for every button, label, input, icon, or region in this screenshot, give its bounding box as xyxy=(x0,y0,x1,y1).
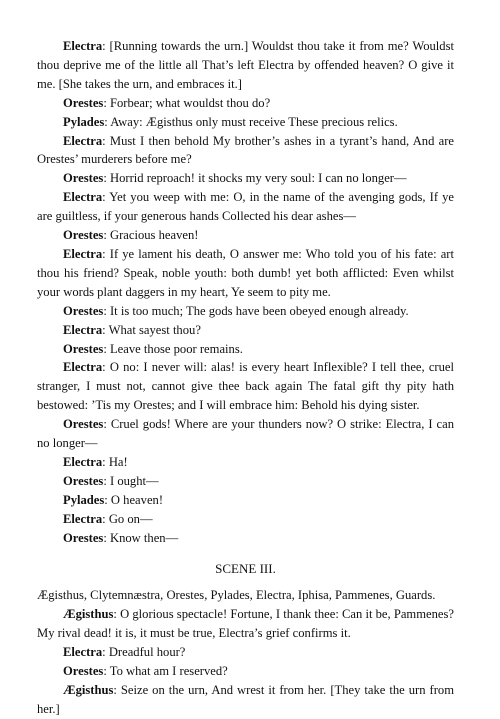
dialogue-line xyxy=(37,94,454,113)
dialogue-line xyxy=(37,321,454,340)
speaker-name: Pylades xyxy=(63,492,105,507)
speaker-name: Electra xyxy=(63,511,103,526)
dialogue-line xyxy=(37,302,454,321)
dialogue-line xyxy=(37,226,454,245)
speech-text: : Dreadful hour? xyxy=(102,645,186,660)
speaker-name: Orestes xyxy=(63,473,104,488)
speech-text: : Know then— xyxy=(103,530,179,545)
speaker-name: Electra xyxy=(63,454,103,469)
speaker-name: Electra xyxy=(63,645,103,660)
dialogue-line xyxy=(37,358,454,415)
speech-text: : It is too much; The gods have been obeyed enough already. xyxy=(103,303,409,318)
speech-text: : If ye lament his death, O answer me: Who told you of his fate: art thou his friend? Speak, noble youth: both dumb! yet both afflicted: Even whilst your words plant daggers in my heart, Ye seem to pity me. xyxy=(37,246,454,299)
dialogue-line xyxy=(37,415,454,453)
speech-text: : Seize on the urn, And wrest it from her. [They take the urn from her.] xyxy=(37,682,454,716)
dialogue-line xyxy=(37,188,454,226)
dialogue-before-scene xyxy=(37,37,454,547)
speech-text: : Go on— xyxy=(102,511,153,526)
speech-text: : Yet you weep with me: O, in the name of the avenging gods, If ye are guiltless, if your generous hands Collected his dear ashes— xyxy=(37,190,454,224)
speech-text: : Away: Ægisthus only must receive These precious relics. xyxy=(104,114,398,129)
speaker-name: Orestes xyxy=(63,228,104,243)
speaker-name: Electra xyxy=(63,39,103,53)
speaker-name: Orestes xyxy=(63,95,104,110)
dialogue-line xyxy=(37,132,454,170)
dialogue-line xyxy=(37,605,454,643)
speaker-name: Electra xyxy=(63,133,103,148)
speech-text: : [Running towards the urn.] Wouldst thou take it from me? Wouldst thou deprive me of the little all That’s left Electra by offended heaven? O give it me. [She takes the urn, and embraces it.] xyxy=(37,39,454,91)
speech-text: : Horrid reproach! it shocks my very soul: I can no longer— xyxy=(103,171,407,186)
dialogue-after-scene xyxy=(37,605,454,718)
speaker-name: Orestes xyxy=(63,303,104,318)
speech-text: : O heaven! xyxy=(104,492,164,507)
speech-text: : Forbear; what wouldst thou do? xyxy=(103,95,271,110)
speaker-name: Orestes xyxy=(63,664,104,678)
dialogue-line xyxy=(37,472,454,491)
speech-text: : Must I then behold My brother’s ashes in a tyrant’s hand, And are Orestes’ murderers before me? xyxy=(37,133,454,167)
cast-list: Ægisthus, Clytemnæstra, Orestes, Pylades, Electra, Iphisa, Pammenes, Guards. xyxy=(37,588,436,603)
speech-text: : O no: I never will: alas! is every heart Inflexible? I tell thee, cruel stranger, I must not, cannot give thee back again The fatal gift thy pity hath bestowed: ’Tis my Orestes; and I will embrace him: Behold his dying sister. xyxy=(37,360,454,413)
speech-text: : Gracious heaven! xyxy=(103,228,199,243)
speaker-name: Pylades xyxy=(63,114,105,129)
speaker-name: Ægisthus xyxy=(63,607,114,622)
dialogue-line xyxy=(37,643,454,662)
dialogue-line xyxy=(37,37,454,94)
dialogue-line xyxy=(37,491,454,510)
dialogue-line xyxy=(37,529,454,548)
speaker-name: Orestes xyxy=(63,530,104,545)
dialogue-line xyxy=(37,113,454,132)
speech-text: : Leave those poor remains. xyxy=(103,341,243,356)
speaker-name: Ægisthus xyxy=(63,682,114,697)
scene-heading: SCENE III. xyxy=(215,561,276,577)
dialogue-line xyxy=(37,245,454,302)
speech-text: : I ought— xyxy=(103,473,159,488)
speaker-name: Electra xyxy=(63,360,103,375)
speaker-name: Electra xyxy=(63,246,103,261)
speech-text: : O glorious spectacle! Fortune, I thank thee: Can it be, Pammenes? My rival dead! it is, it must be true, Electra’s grief confirms it. xyxy=(37,607,454,641)
speaker-name: Electra xyxy=(63,322,103,337)
speaker-name: Orestes xyxy=(63,417,104,432)
speaker-name: Orestes xyxy=(63,341,104,356)
speaker-name: Orestes xyxy=(63,171,104,186)
dialogue-line xyxy=(37,662,454,681)
dialogue-line xyxy=(37,340,454,359)
dialogue-line xyxy=(37,510,454,529)
dialogue-line xyxy=(37,169,454,188)
dialogue-line xyxy=(37,681,454,719)
speech-text: : To what am I reserved? xyxy=(103,664,228,678)
speech-text: : What sayest thou? xyxy=(102,322,201,337)
speaker-name: Electra xyxy=(63,190,103,205)
speech-text: : Ha! xyxy=(102,454,128,469)
dialogue-line xyxy=(37,453,454,472)
speech-text: : Cruel gods! Where are your thunders now? O strike: Electra, I can no longer— xyxy=(37,417,454,451)
